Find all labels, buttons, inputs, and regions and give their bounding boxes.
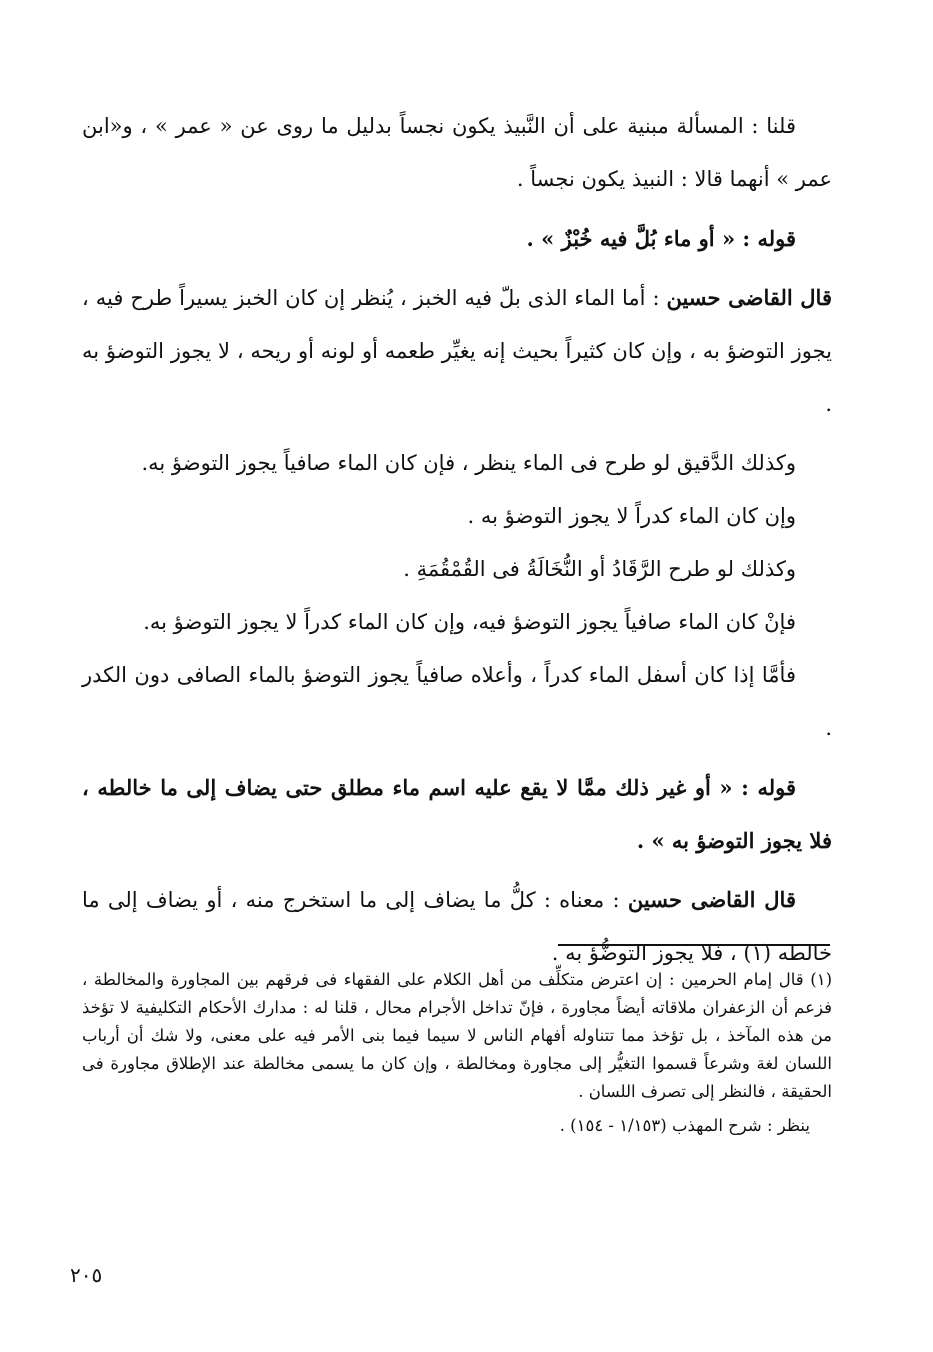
paragraph-6: وكذلك لو طرح الرَّقَادُ أو النُّخَالَةُ فى القُمْقُمَةِ . — [403, 557, 796, 581]
footnotes — [82, 966, 832, 1140]
paragraph-10 — [82, 873, 832, 980]
paragraph-3 — [82, 271, 832, 431]
footnote-reference: ينظر : شرح المهذب (١/١٥٣ - ١٥٤) . — [559, 1116, 810, 1135]
main-text — [82, 100, 832, 980]
footnote-divider — [558, 944, 830, 946]
paragraph-7: فإنْ كان الماء صافياً يجوز التوضؤ فيه، وإن كان الماء كدراً لا يجوز التوضؤ به. — [143, 610, 796, 634]
speaker-label: قال القاضى حسين — [627, 887, 796, 912]
paragraph-9-quote: قوله : « أو غير ذلك ممَّا لا يقع عليه اسم ماء مطلق حتى يضاف إلى ما خالطه ، فلا يجوز التوضؤ به » . — [82, 775, 832, 853]
page-number: ٢٠٥ — [70, 1263, 103, 1287]
paragraph-1: قلنا : المسألة مبنية على أن النَّبيذ يكون نجساً بدليل ما روى عن « عمر » ، و«ابن عمر » أنهما قالا : النبيذ يكون نجساً . — [82, 114, 832, 191]
paragraph-8: فأمَّا إذا كان أسفل الماء كدراً ، وأعلاه صافياً يجوز التوضؤ بالماء الصافى دون الكدر . — [82, 663, 832, 740]
speaker-label: قال القاضى حسين — [666, 285, 832, 310]
paragraph-10-text: : معناه : كلُّ ما يضاف إلى ما استخرج منه ، أو يضاف إلى ما خالطه (١) ، فلا يجوز التوضُّؤ به . — [82, 888, 832, 965]
paragraph-5: وإن كان الماء كدراً لا يجوز التوضؤ به . — [467, 504, 796, 528]
footnote-1: (١) قال إمام الحرمين : إن اعترض متكلِّف من أهل الكلام على الفقهاء فى فرقهم بين المجاورة والمخالطة ، فزعم أن الزعفران ملاقاته أيضاً مجاورة ، فإنّ تداخل الأجرام محال ، قلنا له : مدارك الأحكام التكليفية لا تؤخذ من هذه المآخذ ، بل تؤخذ مما تتناوله أفهام الناس لا سيما فيما بنى الأمر فيه على معنى، ولا شك أن أرباب اللسان لغة وشرعاً قسموا التغيُّر إلى مجاورة ومخالطة ، وإن كان ما يسمى مخالطة عند الإطلاق مجاورة فى الحقيقة ، فالنظر إلى تصرف اللسان . — [82, 970, 832, 1101]
paragraph-4: وكذلك الدَّقيق لو طرح فى الماء ينظر ، فإن كان الماء صافياً يجوز التوضؤ به. — [141, 451, 796, 475]
paragraph-3-text: : أما الماء الذى بلّ فيه الخبز ، يُنظر إن كان الخبز يسيراً طرح فيه ، يجوز التوضؤ به ، وإن كان كثيراً بحيث إنه يغيِّر طعمه أو لونه أو ريحه ، لا يجوز التوضؤ به . — [82, 286, 832, 416]
paragraph-2-quote: قوله : « أو ماء بُلَّ فيه خُبْزٌ » . — [526, 226, 796, 251]
